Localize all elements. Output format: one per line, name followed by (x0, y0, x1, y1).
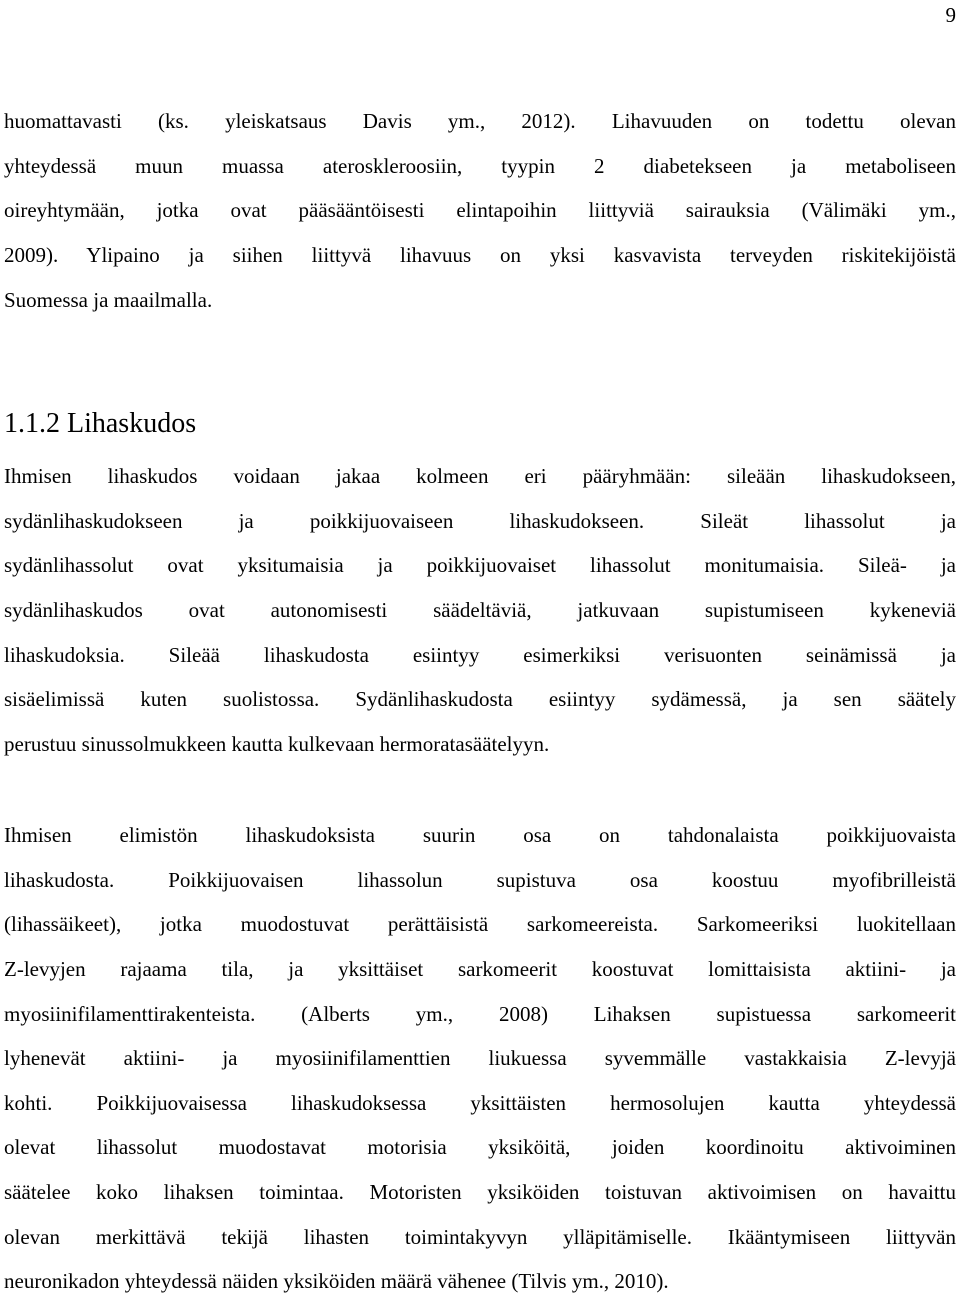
text-line: lyhenevät aktiini- ja myosiinifilamenttien liukuessa syvemmälle vastakkaisia Z-levyjä (4, 1046, 956, 1071)
text-line: 2009). Ylipaino ja siihen liittyvä lihavuus on yksi kasvavista terveyden riskitekijöistä (4, 242, 956, 267)
text-line: sydänlihaskudokseen ja poikkijuovaiseen lihaskudokseen. Sileät lihassolut ja (4, 508, 956, 533)
text-line: oireyhtymään, jotka ovat pääsääntöisesti elintapoihin liittyviä sairauksia (Välimäki ym., (4, 198, 956, 223)
text-line: perustuu sinussolmukkeen kautta kulkevaan hermoratasäätelyyn. (4, 731, 550, 756)
paragraph-3 (4, 813, 956, 1304)
text-line: lihaskudoksia. Sileää lihaskudosta esiintyy esimerkiksi verisuonten seinämissä ja (4, 642, 956, 667)
text-line: olevat lihassolut muodostavat motorisia yksiköitä, joiden koordinoitu aktivoiminen (4, 1135, 956, 1160)
section-heading: 1.1.2 Lihaskudos (4, 408, 197, 439)
text-line: sydänlihaskudos ovat autonomisesti säädeltäviä, jatkuvaan supistumiseen kykeneviä (4, 597, 956, 622)
text-line: olevan merkittävä tekijä lihasten toimintakyvyn ylläpitämiselle. Ikääntymiseen liittyvän (4, 1224, 956, 1249)
text-line: Z-levyjen rajaama tila, ja yksittäiset sarkomeerit koostuvat lomittaisista aktiini- ja (4, 956, 956, 981)
text-line: myosiinifilamenttirakenteista. (Alberts ym., 2008) Lihaksen supistuessa sarkomeerit (4, 1001, 956, 1026)
paragraph-1 (4, 99, 956, 322)
text-line: (lihassäikeet), jotka muodostuvat perättäisistä sarkomeereista. Sarkomeeriksi luokitellaan (4, 912, 956, 937)
page-number: 9 (945, 3, 956, 27)
text-line: sydänlihassolut ovat yksitumaisia ja poikkijuovaiset lihassolut monitumaisia. Sileä- ja (4, 553, 956, 578)
text-line: lihaskudosta. Poikkijuovaisen lihassolun supistuva osa koostuu myofibrilleistä (4, 867, 956, 892)
text-line: huomattavasti (ks. yleiskatsaus Davis ym., 2012). Lihavuuden on todettu olevan (4, 109, 956, 133)
text-line: kohti. Poikkijuovaisessa lihaskudoksessa yksittäisten hermosolujen kautta yhteydessä (4, 1090, 956, 1115)
text-line: yhteydessä muun muassa ateroskleroosiin, tyypin 2 diabetekseen ja metaboliseen (4, 153, 956, 178)
paragraph-2 (4, 454, 956, 766)
text-line: sisäelimissä kuten suolistossa. Sydänlihaskudosta esiintyy sydämessä, ja sen säätely (4, 687, 956, 712)
text-line: neuronikadon yhteydessä näiden yksiköiden määrä vähenee (Tilvis ym., 2010). (4, 1269, 669, 1294)
text-line: Suomessa ja maailmalla. (4, 287, 213, 312)
text-line: säätelee koko lihaksen toimintaa. Motoristen yksiköiden toistuvan aktivoimisen on havaittu (4, 1180, 956, 1205)
text-line: Ihmisen lihaskudos voidaan jakaa kolmeen eri pääryhmään: sileään lihaskudokseen, (4, 464, 956, 488)
text-line: Ihmisen elimistön lihaskudoksista suurin osa on tahdonalaista poikkijuovaista (4, 823, 956, 847)
